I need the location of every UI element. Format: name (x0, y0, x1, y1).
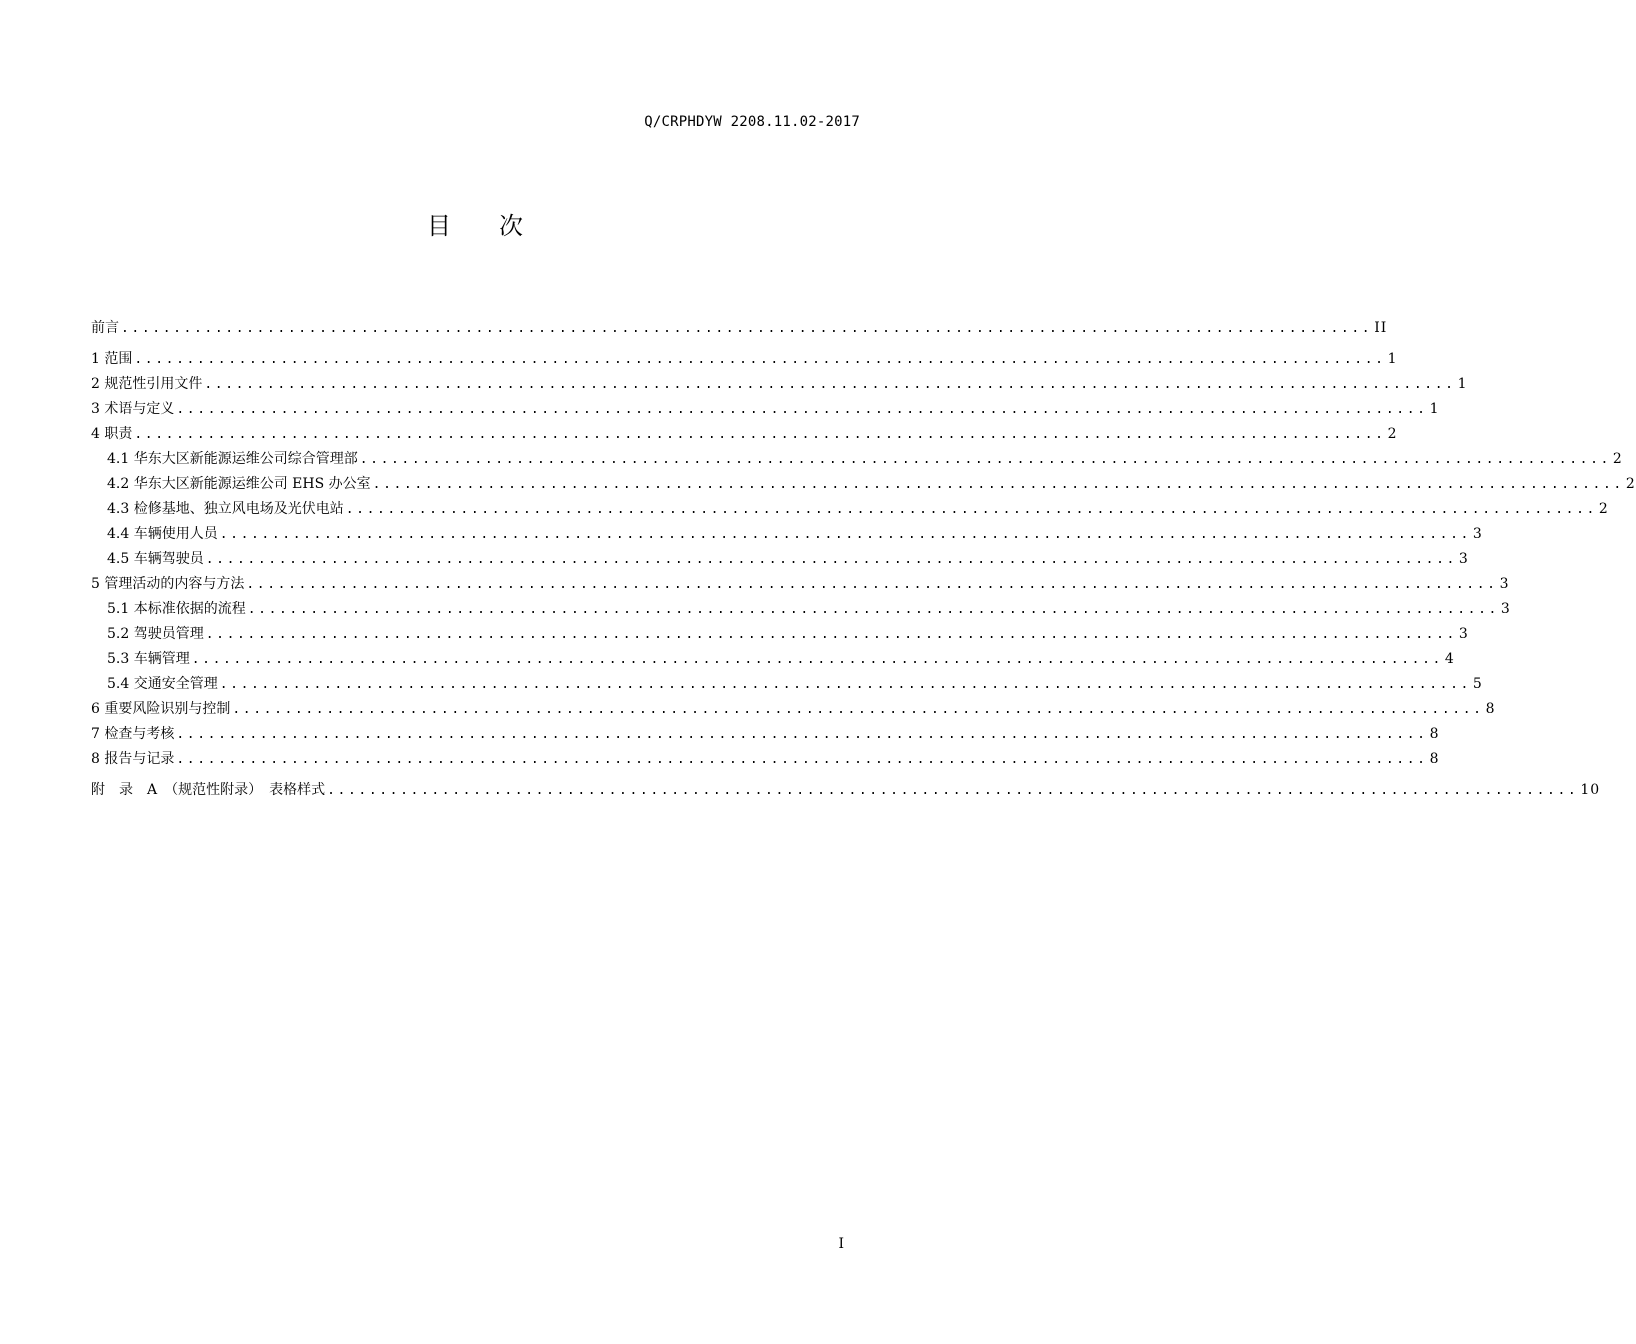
toc-entry-label: 3 术语与定义 (91, 397, 174, 422)
toc-leader-dots: ........................................................................................................................ (247, 602, 1499, 617)
toc-entry-page: 3 (1458, 551, 1469, 567)
toc-entry-3[interactable] (91, 397, 1440, 422)
toc-leader-dots: ........................................................................................................................ (359, 452, 1611, 467)
toc-entry-label: 8 报告与记录 (91, 747, 174, 772)
toc-entry-page: 10 (1580, 782, 1601, 798)
toc-entry-page: 2 (1612, 451, 1623, 467)
toc-title (0, 206, 950, 241)
toc-entry-5-4[interactable] (91, 672, 1483, 697)
toc-entry-label: 4.5 车辆驾驶员 (107, 547, 204, 572)
toc-entry-label: 4.1 华东大区新能源运维公司综合管理部 (107, 447, 358, 472)
toc-leader-dots: ........................................................................................................................ (204, 377, 1456, 392)
toc-entry-label: 4.3 检修基地、独立风电场及光伏电站 (107, 497, 344, 522)
toc-entry-page: 8 (1429, 751, 1440, 767)
toc-leader-dots: ........................................................................................................................ (134, 427, 1386, 442)
toc-leader-dots: ........................................................................................................................ (205, 627, 1457, 642)
toc-entry-page: 1 (1429, 401, 1440, 417)
toc-entry-label: 4 职责 (91, 422, 132, 447)
toc-title-part2: 次 (499, 212, 523, 240)
toc-leader-dots: ........................................................................................................................ (205, 552, 1457, 567)
toc-entry-page: 1 (1457, 376, 1468, 392)
toc-entry-label: 4.4 车辆使用人员 (107, 522, 218, 547)
toc-entry-4-4[interactable] (91, 522, 1483, 547)
toc-entry-page: 3 (1458, 626, 1469, 642)
toc-entry-label: 4.2 华东大区新能源运维公司 EHS 办公室 (107, 472, 371, 497)
toc-entry-4-2[interactable] (91, 472, 1636, 497)
document-code: Q/CRPHDYW 2208.11.02-2017 (644, 114, 860, 130)
toc-title-part1: 目 (427, 212, 451, 240)
toc-leader-dots: ........................................................................................................................ (232, 702, 1484, 717)
toc-entry-foreword[interactable] (91, 316, 1388, 341)
toc-leader-dots: ........................................................................................................................ (327, 783, 1579, 798)
toc-entry-5-3[interactable] (91, 647, 1455, 672)
toc-entry-label: 附 录 A （规范性附录） 表格样式 (91, 778, 325, 803)
toc-entry-page: 8 (1485, 701, 1496, 717)
toc-leader-dots: ........................................................................................................................ (176, 727, 1428, 742)
toc-entry-page: II (1374, 320, 1388, 336)
toc-entry-page: 4 (1444, 651, 1455, 667)
toc-entry-page: 8 (1429, 726, 1440, 742)
toc-entry-4-5[interactable] (91, 547, 1469, 572)
toc-entry-4[interactable] (91, 422, 1398, 447)
toc-leader-dots: ........................................................................................................................ (176, 752, 1428, 767)
toc-entry-label: 5.3 车辆管理 (107, 647, 190, 672)
toc-entry-5-2[interactable] (91, 622, 1469, 647)
toc-entry-page: 5 (1472, 676, 1483, 692)
toc-entry-label: 1 范围 (91, 347, 132, 372)
toc-leader-dots: ........................................................................................................................ (219, 527, 1471, 542)
toc-leader-dots: ........................................................................................................................ (219, 677, 1471, 692)
toc-entry-page: 3 (1472, 526, 1483, 542)
toc-entry-7[interactable] (91, 722, 1440, 747)
toc-entry-label: 前言 (91, 316, 119, 341)
table-of-contents (91, 316, 1636, 803)
toc-entry-label: 5.4 交通安全管理 (107, 672, 218, 697)
toc-leader-dots: ........................................................................................................................ (372, 477, 1624, 492)
page-number: I (838, 1236, 844, 1252)
toc-entry-label: 2 规范性引用文件 (91, 372, 202, 397)
toc-entry-page: 3 (1500, 601, 1511, 617)
toc-entry-label: 5.2 驾驶员管理 (107, 622, 204, 647)
toc-entry-label: 5.1 本标准依据的流程 (107, 597, 246, 622)
toc-entry-page: 2 (1598, 501, 1609, 517)
toc-entry-page: 2 (1387, 426, 1398, 442)
toc-entry-5-1[interactable] (91, 597, 1511, 622)
toc-entry-1[interactable] (91, 347, 1398, 372)
toc-entry-page: 1 (1387, 351, 1398, 367)
toc-leader-dots: ........................................................................................................................ (345, 502, 1597, 517)
toc-entry-label: 7 检查与考核 (91, 722, 174, 747)
toc-leader-dots: ........................................................................................................................ (191, 652, 1443, 667)
toc-leader-dots: ........................................................................................................................ (134, 352, 1386, 367)
toc-entry-5[interactable] (91, 572, 1510, 597)
toc-entry-label: 5 管理活动的内容与方法 (91, 572, 244, 597)
toc-entry-4-3[interactable] (91, 497, 1609, 522)
toc-leader-dots: ........................................................................................................................ (176, 402, 1428, 417)
toc-entry-4-1[interactable] (91, 447, 1623, 472)
toc-entry-page: 3 (1499, 576, 1510, 592)
toc-entry-appendix-a[interactable] (91, 778, 1601, 803)
toc-leader-dots: ........................................................................................................................ (246, 577, 1498, 592)
toc-leader-dots: ........................................................................................................................ (121, 321, 1373, 336)
toc-entry-2[interactable] (91, 372, 1468, 397)
toc-entry-label: 6 重要风险识别与控制 (91, 697, 230, 722)
toc-entry-8[interactable] (91, 747, 1440, 772)
toc-entry-6[interactable] (91, 697, 1496, 722)
toc-entry-page: 2 (1625, 476, 1636, 492)
